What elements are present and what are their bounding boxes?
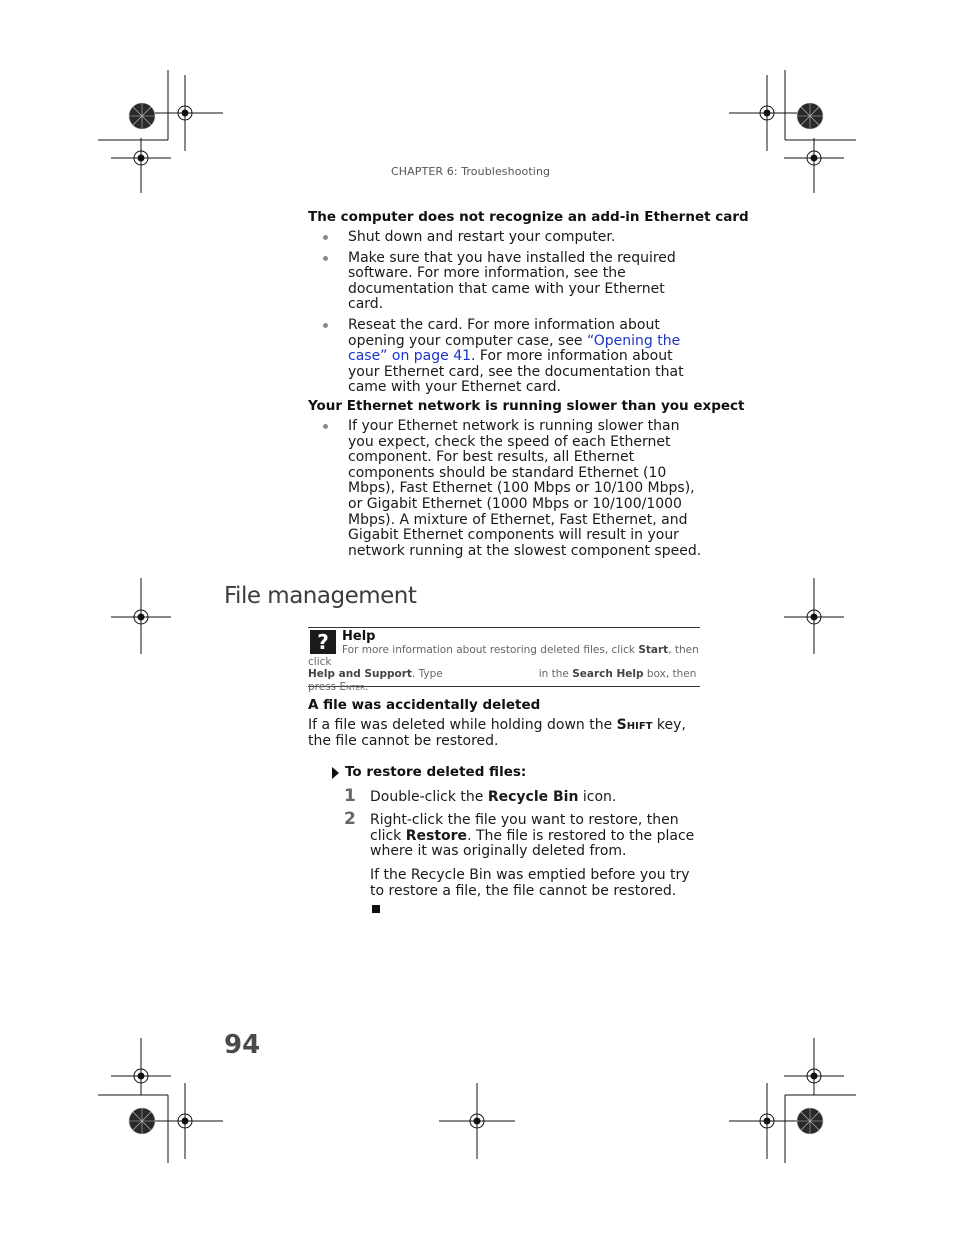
step-text: Double-click the Recycle Bin icon. — [370, 789, 617, 805]
list-ethernet-slow — [348, 419, 703, 564]
help-title: Help — [342, 629, 376, 644]
bullet-icon — [323, 256, 328, 261]
end-of-procedure-icon — [372, 905, 380, 913]
list-item: If your Ethernet network is running slower than you expect, check the speed of each Ethernet component. For best results, all Ethernet components should be standard Ethernet (10 Mbps), Fast Ethernet (100 Mbps or 10/100 Mbps), or Gigabit Ethernet (1000 Mbps or 10/100/1000 Mbps). A mixture of Ethernet, Fast Ethernet, and Gigabit Ethernet components will result in your network running at the slowest component speed. — [348, 419, 703, 559]
step-number: 1 — [344, 786, 356, 806]
procedure-title: To restore deleted files: — [345, 764, 527, 780]
help-question-icon: ? — [310, 630, 336, 654]
procedure-arrow-icon — [332, 767, 339, 779]
list-item: Reseat the card. For more information about opening your computer case, see “Opening the case” on page 41. For more information about your Ethernet card, see the documentation that came with your Ethernet card. — [348, 318, 703, 396]
opening-case-link[interactable]: “Opening the case” on page 41 — [348, 332, 681, 365]
running-head: CHAPTER 6: Troubleshooting — [391, 165, 551, 178]
step-text: Right-click the file you want to restore, then click Restore. The file is restored to the place where it was originally deleted from. — [370, 812, 695, 860]
bullet-icon — [323, 235, 328, 240]
list-ethernet-card — [348, 230, 703, 401]
step-number: 2 — [344, 809, 356, 829]
list-item: Make sure that you have installed the required software. For more information, see the documentation that came with your Ethernet card. — [348, 251, 703, 313]
heading-ethernet-slow: Your Ethernet network is running slower than you expect — [308, 398, 745, 414]
section-title: File management — [224, 583, 417, 609]
recycle-bin-note: If the Recycle Bin was emptied before you try to restore a file, the file cannot be restored. — [370, 867, 690, 899]
help-callout — [308, 627, 700, 693]
deleted-paragraph: If a file was deleted while holding down the Shift key, the file cannot be restored. — [308, 717, 686, 749]
bullet-icon — [323, 424, 328, 429]
bullet-icon — [323, 323, 328, 328]
subheading-deleted: A file was accidentally deleted — [308, 697, 541, 713]
help-text: For more information about restoring deleted files, click Start, then click Help and Support. Type in the Search Help box, then press Enter. — [308, 644, 699, 693]
list-item: Shut down and restart your computer. — [348, 230, 703, 246]
heading-ethernet-card: The computer does not recognize an add-in Ethernet card — [308, 209, 749, 225]
page-number: 94 — [224, 1030, 261, 1060]
